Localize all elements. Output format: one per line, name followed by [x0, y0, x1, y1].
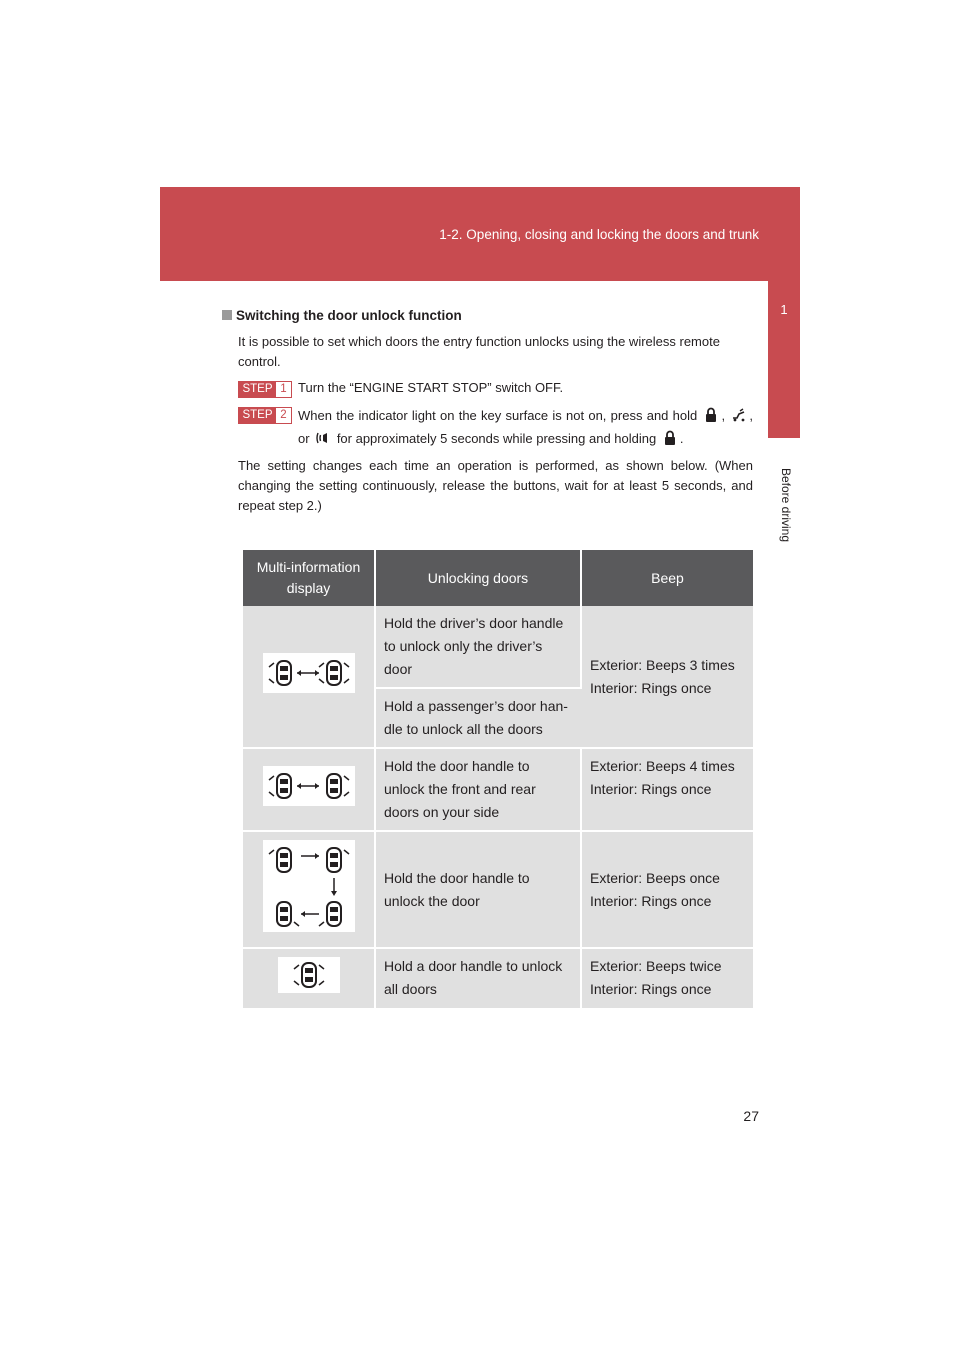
- beep-interior: Interior: Rings once: [590, 892, 712, 909]
- panic-icon: [315, 430, 331, 446]
- table-row: [243, 606, 753, 688]
- beep-exterior: Exterior: Beeps twice: [590, 958, 722, 974]
- header-unlocking: Unlocking doors: [375, 550, 581, 606]
- step-badge-label: STEP: [239, 408, 276, 423]
- beep-cell: [581, 606, 753, 748]
- step-1-badge: [238, 381, 292, 398]
- driver-door-display-icon: [263, 653, 355, 693]
- step-2-text-a: When the indicator light on the key surface is not on, press and hold: [298, 408, 698, 423]
- step-badge-number: 2: [280, 409, 287, 421]
- display-cell: [243, 606, 375, 748]
- display-cell: [243, 831, 375, 948]
- beep-cell: [581, 948, 753, 1009]
- step-2-sep-1: ,: [721, 408, 726, 423]
- unlock-cell: Hold a door handle to unlock all doors: [375, 948, 581, 1009]
- unlock-settings-table: [243, 550, 753, 1010]
- single-door-display-icon: [263, 840, 355, 932]
- header-band: [160, 187, 800, 281]
- step-2: [238, 404, 753, 450]
- chapter-number: 1: [780, 302, 788, 317]
- step-1-text: Turn the “ENGINE START STOP” switch OFF.: [298, 380, 564, 395]
- table-header-row: [243, 550, 753, 606]
- side-tab-label: [776, 467, 796, 543]
- table-row: [243, 948, 753, 1009]
- beep-exterior: Exterior: Beeps once: [590, 869, 720, 886]
- setting-note: The setting changes each time an operation is performed, as shown below. (When changing the setting continuously, release the buttons, wait for at least 5 seconds, and repeat step 2.): [238, 458, 753, 513]
- beep-interior: Interior: Rings once: [590, 679, 712, 696]
- side-tab-label-text: Before driving: [779, 467, 793, 543]
- step-2-text: [298, 404, 753, 450]
- side-tab: [768, 280, 800, 438]
- page-number: 27: [743, 1108, 759, 1124]
- side-doors-display-icon: [263, 766, 355, 806]
- beep-interior: Interior: Rings once: [590, 981, 712, 997]
- beep-cell: [581, 748, 753, 831]
- beep-exterior: Exterior: Beeps 4 times: [590, 758, 735, 774]
- section-title: [222, 306, 737, 326]
- trunk-icon: [731, 407, 747, 423]
- beep-interior: Interior: Rings once: [590, 781, 712, 797]
- step-2-badge: [238, 407, 292, 424]
- section-title-text: Switching the door unlock function: [236, 308, 462, 323]
- unlock-cell: Hold the door handle to unlock the front and rear doors on your side: [375, 748, 581, 831]
- step-2-sep-2: , or: [298, 408, 753, 446]
- step-2-text-end: .: [679, 431, 684, 446]
- section-intro: It is possible to set which doors the entry function unlocks using the wireless remote control.: [238, 334, 720, 369]
- header-display: Multi-information display: [243, 550, 375, 606]
- unlock-cell: Hold the door handle to unlock the door: [375, 831, 581, 948]
- all-doors-display-icon: [278, 957, 340, 993]
- step-2-text-b: for approximately 5 seconds while pressing and holding: [336, 431, 657, 446]
- unlock-cell: Hold the driver’s door handle to unlock only the driver’s door: [375, 606, 581, 688]
- beep-cell: [581, 831, 753, 948]
- display-cell: [243, 948, 375, 1009]
- step-badge-number: 1: [280, 383, 287, 395]
- lock-icon: [703, 407, 719, 423]
- step-1: [238, 378, 753, 398]
- section-bullet-icon: [222, 310, 232, 320]
- table-row: [243, 748, 753, 831]
- chapter-title: 1-2. Opening, closing and locking the doors and trunk: [439, 227, 759, 242]
- unlock-cell: Hold a passenger’s door han-dle to unlock all the doors: [375, 688, 581, 748]
- display-cell: [243, 748, 375, 831]
- main-content: [238, 306, 753, 516]
- table-row: [243, 831, 753, 948]
- header-beep: Beep: [581, 550, 753, 606]
- beep-exterior: Exterior: Beeps 3 times: [590, 656, 735, 673]
- lock-icon: [662, 430, 678, 446]
- step-badge-label: STEP: [239, 382, 276, 397]
